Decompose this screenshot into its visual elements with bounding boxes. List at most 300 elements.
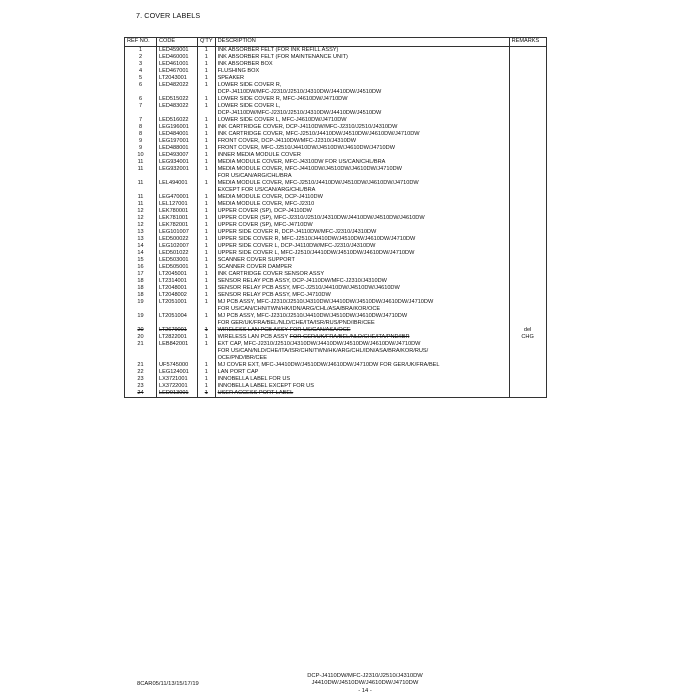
cell-remarks	[509, 89, 546, 96]
cell-remarks	[509, 145, 546, 152]
cell-code: LEG102007	[157, 243, 198, 250]
cell-remarks	[509, 320, 546, 327]
table-row	[125, 327, 547, 334]
table-row	[125, 355, 547, 362]
cell-qty: 1	[198, 208, 216, 215]
cell-qty	[198, 110, 216, 117]
cell-qty: 1	[198, 313, 216, 320]
table-row	[125, 54, 547, 61]
table-row	[125, 68, 547, 75]
table-row	[125, 362, 547, 369]
cell-description: MEDIA MODULE COVER, MFC-J4310DW FOR US/CAN/CHL/BRA	[215, 159, 509, 166]
cell-qty: 1	[198, 68, 216, 75]
cell-remarks	[509, 180, 546, 187]
table-row	[125, 320, 547, 327]
cell-ref-no: 14	[125, 243, 157, 250]
cell-ref-no: 17	[125, 271, 157, 278]
cell-code: LT2048001	[157, 285, 198, 292]
table-row	[125, 271, 547, 278]
cell-code: LEG934001	[157, 159, 198, 166]
cell-description: FLUSHING BOX	[215, 68, 509, 75]
cell-remarks	[509, 215, 546, 222]
cell-remarks	[509, 341, 546, 348]
table-row	[125, 215, 547, 222]
table-row	[125, 138, 547, 145]
cell-code: LED503001	[157, 257, 198, 264]
cell-description: MEDIA MODULE COVER, MFC-J4410DW/J4510DW/J4610DW/J4710DW	[215, 166, 509, 173]
cell-ref-no: 13	[125, 229, 157, 236]
cell-ref-no: 9	[125, 145, 157, 152]
cell-qty: 1	[198, 383, 216, 390]
cell-description: LOWER SIDE COVER L, MFC-J4610DW/J4710DW	[215, 117, 509, 124]
cell-ref-no: 18	[125, 285, 157, 292]
section-title: 7. COVER LABELS	[136, 11, 201, 20]
cell-qty	[198, 173, 216, 180]
cell-ref-no	[125, 320, 157, 327]
cell-remarks	[509, 236, 546, 243]
table-row	[125, 264, 547, 271]
cell-description: MJ COVER EXT, MFC-J4410DW/J4510DW/J4610DW/J4710DW FOR GER/UK/FRA/BEL	[215, 362, 509, 369]
cell-remarks	[509, 208, 546, 215]
cell-ref-no: 11	[125, 166, 157, 173]
cell-remarks: CHG	[509, 334, 546, 341]
cell-description: INK CARTRIDGE COVER, DCP-J4110DW/MFC-J2310/J2510/J4310DW	[215, 124, 509, 131]
cell-description: UPPER COVER (SP), MFC-J2310/J2510/J4310DW/J4410DW/J4510DW/J4610DW	[215, 215, 509, 222]
cell-ref-no: 23	[125, 376, 157, 383]
table-row	[125, 369, 547, 376]
cell-code: LEL127001	[157, 201, 198, 208]
cell-remarks	[509, 131, 546, 138]
cell-remarks	[509, 124, 546, 131]
table-row	[125, 173, 547, 180]
table-row	[125, 131, 547, 138]
cell-remarks	[509, 250, 546, 257]
cell-description: FOR US/CAN/CHN/TWN/HK/IDN/ARG/CHL/ASA/BRA/KOR/OCE	[215, 306, 509, 313]
cell-remarks	[509, 68, 546, 75]
cell-qty: 1	[198, 194, 216, 201]
cell-code: LT2822001	[157, 334, 198, 341]
header-qty: Q'TY	[198, 38, 216, 47]
cell-ref-no: 11	[125, 180, 157, 187]
table-row	[125, 243, 547, 250]
table-row	[125, 341, 547, 348]
table-row	[125, 110, 547, 117]
cell-qty: 1	[198, 124, 216, 131]
cell-remarks	[509, 222, 546, 229]
table-row	[125, 145, 547, 152]
cell-qty	[198, 348, 216, 355]
table-row	[125, 376, 547, 383]
table-row	[125, 159, 547, 166]
cell-description: MJ PCB ASSY, MFC-J2310/J2510/J4310DW/J4410DW/J4510DW/J4610DW/J4710DW	[215, 299, 509, 306]
cell-qty: 1	[198, 390, 216, 398]
cell-description: SCANNER COVER DAMPER	[215, 264, 509, 271]
cell-remarks	[509, 159, 546, 166]
cell-code: LT2045001	[157, 271, 198, 278]
cell-remarks	[509, 173, 546, 180]
cell-qty: 1	[198, 75, 216, 82]
cell-description: INK ABSORBER BOX	[215, 61, 509, 68]
cell-code: LEG470001	[157, 194, 198, 201]
table-row	[125, 390, 547, 398]
cell-remarks	[509, 152, 546, 159]
cell-code: LEG124001	[157, 369, 198, 376]
cell-ref-no: 3	[125, 61, 157, 68]
cell-qty: 1	[198, 180, 216, 187]
cell-ref-no: 18	[125, 278, 157, 285]
cell-qty: 1	[198, 145, 216, 152]
cell-qty: 1	[198, 334, 216, 341]
table-row	[125, 61, 547, 68]
parts-table-body	[125, 47, 547, 398]
cell-code: LED488001	[157, 145, 198, 152]
cell-description: INK ABSORBER FELT (FOR INK REFILL ASSY)	[215, 47, 509, 55]
cell-ref-no: 6	[125, 96, 157, 103]
cell-description: MEDIA MODULE COVER, DCP-J4110DW	[215, 194, 509, 201]
cell-code: LED484001	[157, 131, 198, 138]
cell-code: LT2051001	[157, 299, 198, 306]
table-row	[125, 299, 547, 306]
table-header-row	[125, 38, 547, 47]
cell-ref-no: 8	[125, 131, 157, 138]
cell-qty: 1	[198, 264, 216, 271]
cell-remarks	[509, 194, 546, 201]
header-code: CODE	[157, 38, 198, 47]
table-row	[125, 383, 547, 390]
cell-ref-no: 23	[125, 383, 157, 390]
cell-qty: 1	[198, 222, 216, 229]
cell-remarks	[509, 229, 546, 236]
cell-description: LAN PORT CAP	[215, 369, 509, 376]
table-row	[125, 96, 547, 103]
table-row	[125, 257, 547, 264]
cell-remarks	[509, 138, 546, 145]
footer-models-line-1: DCP-J4110DW/MFC-J2310/J2510/J4310DW	[307, 673, 423, 679]
cell-code	[157, 306, 198, 313]
cell-description: SENSOR RELAY PCB ASSY, MFC-J4710DW	[215, 292, 509, 299]
cell-remarks: del	[509, 327, 546, 334]
table-row	[125, 82, 547, 89]
cell-qty: 1	[198, 271, 216, 278]
cell-remarks	[509, 243, 546, 250]
cell-code: LEG101007	[157, 229, 198, 236]
cell-remarks	[509, 285, 546, 292]
cell-code: LX3721001	[157, 376, 198, 383]
cell-description: UPPER COVER (SP), MFC-J4710DW	[215, 222, 509, 229]
cell-remarks	[509, 383, 546, 390]
table-row	[125, 222, 547, 229]
cell-description: OCE/PND/IBR/CEE	[215, 355, 509, 362]
cell-remarks	[509, 278, 546, 285]
cell-remarks	[509, 355, 546, 362]
table-row	[125, 334, 547, 341]
cell-remarks	[509, 82, 546, 89]
cell-description: DCP-J4110DW/MFC-J2310/J2510/J4310DW/J4410DW/J4510DW	[215, 110, 509, 117]
cell-description: SCANNER COVER SUPPORT	[215, 257, 509, 264]
table-row	[125, 236, 547, 243]
cell-ref-no: 14	[125, 250, 157, 257]
cell-qty	[198, 320, 216, 327]
cell-code: LED459001	[157, 47, 198, 55]
cell-code	[157, 355, 198, 362]
cell-code: LT2051004	[157, 313, 198, 320]
table-row	[125, 278, 547, 285]
cell-code: LED500022	[157, 236, 198, 243]
cell-qty: 1	[198, 327, 216, 334]
cell-qty	[198, 89, 216, 96]
cell-remarks	[509, 75, 546, 82]
cell-remarks	[509, 187, 546, 194]
cell-description: LOWER SIDE COVER R, MFC-J4610DW/J4710DW	[215, 96, 509, 103]
table-row	[125, 285, 547, 292]
cell-ref-no	[125, 173, 157, 180]
cell-ref-no: 2	[125, 54, 157, 61]
cell-description: FOR GER/UK/FRA/BEL/NLD/CHE/ITA/ISR/RUS/PND/IBR/CEE	[215, 320, 509, 327]
cell-remarks	[509, 54, 546, 61]
cell-ref-no	[125, 348, 157, 355]
cell-description: UPPER SIDE COVER L, MFC-J2510/J4410DW/J4510DW/J4610DW/J4710DW	[215, 250, 509, 257]
cell-code: LT2048002	[157, 292, 198, 299]
cell-remarks	[509, 369, 546, 376]
cell-ref-no: 24	[125, 390, 157, 398]
cell-qty: 1	[198, 103, 216, 110]
cell-ref-no	[125, 89, 157, 96]
cell-qty	[198, 306, 216, 313]
cell-qty: 1	[198, 229, 216, 236]
cell-remarks	[509, 201, 546, 208]
cell-description: DCP-J4110DW/MFC-J2310/J2510/J4310DW/J4410DW/J4510DW	[215, 89, 509, 96]
cell-description: LOWER SIDE COVER R,	[215, 82, 509, 89]
table-row	[125, 124, 547, 131]
cell-code	[157, 187, 198, 194]
cell-remarks	[509, 166, 546, 173]
cell-remarks	[509, 61, 546, 68]
cell-code: LED461001	[157, 61, 198, 68]
cell-ref-no: 12	[125, 215, 157, 222]
cell-remarks	[509, 117, 546, 124]
cell-ref-no: 6	[125, 82, 157, 89]
cell-description: MEDIA MODULE COVER, MFC-J2310	[215, 201, 509, 208]
table-row	[125, 47, 547, 55]
table-row	[125, 103, 547, 110]
page-number: - 14 -	[358, 687, 372, 694]
cell-ref-no: 11	[125, 194, 157, 201]
cell-code: LED483022	[157, 103, 198, 110]
table-row	[125, 313, 547, 320]
cell-ref-no: 7	[125, 103, 157, 110]
cell-qty: 1	[198, 117, 216, 124]
cell-ref-no: 10	[125, 152, 157, 159]
cell-qty: 1	[198, 243, 216, 250]
cell-code: LEL494001	[157, 180, 198, 187]
cell-ref-no: 21	[125, 341, 157, 348]
cell-description: USER ACCESS PORT LABEL	[215, 390, 509, 398]
cell-qty	[198, 187, 216, 194]
cell-qty: 1	[198, 376, 216, 383]
cell-code: LED505001	[157, 264, 198, 271]
cell-description: INNOBELLA LABEL EXCEPT FOR US	[215, 383, 509, 390]
cell-ref-no: 19	[125, 299, 157, 306]
document-code: 8CAR05/11/13/15/17/19	[137, 681, 199, 687]
cell-description: SENSOR RELAY PCB ASSY, DCP-J4110DW/MFC-J2310/J4310DW	[215, 278, 509, 285]
cell-ref-no	[125, 306, 157, 313]
cell-qty: 1	[198, 47, 216, 55]
table-row	[125, 348, 547, 355]
cell-description: INNER MEDIA MODULE COVER	[215, 152, 509, 159]
cell-remarks	[509, 348, 546, 355]
cell-ref-no: 20	[125, 327, 157, 334]
cell-remarks	[509, 47, 546, 55]
cell-qty: 1	[198, 152, 216, 159]
cell-qty	[198, 355, 216, 362]
table-row	[125, 166, 547, 173]
cell-code: LED516022	[157, 117, 198, 124]
header-remarks: REMARKS	[509, 38, 546, 47]
cell-description: INK CARTRIDGE COVER SENSOR ASSY	[215, 271, 509, 278]
cell-ref-no: 11	[125, 201, 157, 208]
cell-qty: 1	[198, 159, 216, 166]
cell-description: FOR US/CAN/ARG/CHL/BRA	[215, 173, 509, 180]
cell-ref-no: 1	[125, 47, 157, 55]
cell-remarks	[509, 376, 546, 383]
cell-qty: 1	[198, 257, 216, 264]
cell-qty: 1	[198, 341, 216, 348]
cell-code	[157, 89, 198, 96]
cell-code: UF5745000	[157, 362, 198, 369]
table-row	[125, 306, 547, 313]
cell-qty: 1	[198, 166, 216, 173]
cell-code: LED482022	[157, 82, 198, 89]
cell-description: SPEAKER	[215, 75, 509, 82]
cell-qty: 1	[198, 250, 216, 257]
cell-ref-no: 4	[125, 68, 157, 75]
table-row	[125, 89, 547, 96]
cell-ref-no: 18	[125, 292, 157, 299]
header-ref-no: REF NO.	[125, 38, 157, 47]
cell-remarks	[509, 264, 546, 271]
cell-description: MEDIA MODULE COVER, MFC-J2510/J4410DW/J4510DW/J4610DW/J4710DW	[215, 180, 509, 187]
cell-code	[157, 173, 198, 180]
cell-code: LX3722001	[157, 383, 198, 390]
table-row	[125, 152, 547, 159]
cell-code: LT2043001	[157, 75, 198, 82]
cell-ref-no: 11	[125, 159, 157, 166]
cell-code	[157, 320, 198, 327]
cell-remarks	[509, 390, 546, 398]
cell-qty: 1	[198, 82, 216, 89]
cell-qty: 1	[198, 278, 216, 285]
parts-table	[124, 37, 547, 398]
cell-qty: 1	[198, 369, 216, 376]
cell-code: LEG197001	[157, 138, 198, 145]
footer-models	[0, 673, 700, 695]
cell-ref-no: 9	[125, 138, 157, 145]
cell-qty: 1	[198, 61, 216, 68]
cell-code: LT2679001	[157, 327, 198, 334]
cell-code: LED501022	[157, 250, 198, 257]
cell-code: LEG932001	[157, 166, 198, 173]
cell-description: UPPER SIDE COVER R, MFC-J2510/J4410DW/J4510DW/J4610DW/J4710DW	[215, 236, 509, 243]
cell-description: INNOBELLA LABEL FOR US	[215, 376, 509, 383]
cell-ref-no: 16	[125, 264, 157, 271]
cell-qty: 1	[198, 138, 216, 145]
table-row	[125, 75, 547, 82]
cell-remarks	[509, 313, 546, 320]
cell-qty: 1	[198, 215, 216, 222]
cell-description: UPPER SIDE COVER R, DCP-J4110DW/MFC-J2310/J4310DW	[215, 229, 509, 236]
cell-code: LED493007	[157, 152, 198, 159]
cell-code: LEB842001	[157, 341, 198, 348]
cell-qty: 1	[198, 292, 216, 299]
cell-qty: 1	[198, 54, 216, 61]
cell-description: EXCEPT FOR US/CAN/ARG/CHL/BRA	[215, 187, 509, 194]
cell-remarks	[509, 103, 546, 110]
cell-ref-no: 22	[125, 369, 157, 376]
cell-ref-no: 8	[125, 124, 157, 131]
cell-code: LED515022	[157, 96, 198, 103]
cell-remarks	[509, 96, 546, 103]
table-row	[125, 250, 547, 257]
cell-remarks	[509, 306, 546, 313]
cell-ref-no: 15	[125, 257, 157, 264]
cell-qty: 1	[198, 201, 216, 208]
cell-qty: 1	[198, 131, 216, 138]
cell-description: WIRELESS LAN PCB ASSY FOR GER/UK/FRA/BEL/NLD/CHE/ITA/PND/IBR	[215, 334, 509, 341]
cell-description: SENSOR RELAY PCB ASSY, MFC-J2510/J4410DW/J4510DW/J4610DW	[215, 285, 509, 292]
table-row	[125, 292, 547, 299]
cell-qty: 1	[198, 299, 216, 306]
cell-code: LEG196001	[157, 124, 198, 131]
cell-ref-no: 13	[125, 236, 157, 243]
cell-ref-no: 12	[125, 208, 157, 215]
cell-description: LOWER SIDE COVER L,	[215, 103, 509, 110]
cell-code: LEK781001	[157, 215, 198, 222]
cell-remarks	[509, 257, 546, 264]
footer-models-line-2: J4410DW/J4510DW/J4610DW/J4710DW	[311, 680, 419, 687]
table-row	[125, 201, 547, 208]
table-row	[125, 117, 547, 124]
table-row	[125, 194, 547, 201]
cell-code: LT2314001	[157, 278, 198, 285]
cell-remarks	[509, 299, 546, 306]
cell-description: MJ PCB ASSY, MFC-J2310/J2510/J4410DW/J4510DW/J4610DW/J4710DW	[215, 313, 509, 320]
cell-code: LED460001	[157, 54, 198, 61]
cell-description: INK CARTRIDGE COVER, MFC-J2510/J4410DW/J4510DW/J4610DW/J4710DW	[215, 131, 509, 138]
cell-code: LED913001	[157, 390, 198, 398]
cell-ref-no: 20	[125, 334, 157, 341]
cell-code: LEK780001	[157, 208, 198, 215]
cell-qty: 1	[198, 285, 216, 292]
cell-description: INK ABSORBER FELT (FOR MAINTENANCE UNIT)	[215, 54, 509, 61]
cell-qty: 1	[198, 96, 216, 103]
cell-code	[157, 110, 198, 117]
cell-remarks	[509, 110, 546, 117]
cell-ref-no	[125, 110, 157, 117]
cell-ref-no: 7	[125, 117, 157, 124]
cell-code: LED467001	[157, 68, 198, 75]
cell-description: FOR US/CAN/NLD/CHE/ITA/ISR/CHN/TWN/HK/ARG/CHL/IDN/ASA/BRA/KOR/RUS/	[215, 348, 509, 355]
cell-remarks	[509, 362, 546, 369]
table-row	[125, 208, 547, 215]
cell-description: WIRELESS LAN PCB ASSY FOR US/CAN/ASA/OCE	[215, 327, 509, 334]
cell-qty: 1	[198, 362, 216, 369]
table-row	[125, 180, 547, 187]
cell-ref-no: 19	[125, 313, 157, 320]
cell-description: UPPER SIDE COVER L, DCP-J4110DW/MFC-J2310/J4310DW	[215, 243, 509, 250]
cell-ref-no: 21	[125, 362, 157, 369]
cell-description: UPPER COVER (SP), DCP-J4110DW	[215, 208, 509, 215]
cell-description: EXT CAP, MFC-J2310/J2510/J4310DW/J4410DW/J4510DW/J4610DW/J4710DW	[215, 341, 509, 348]
